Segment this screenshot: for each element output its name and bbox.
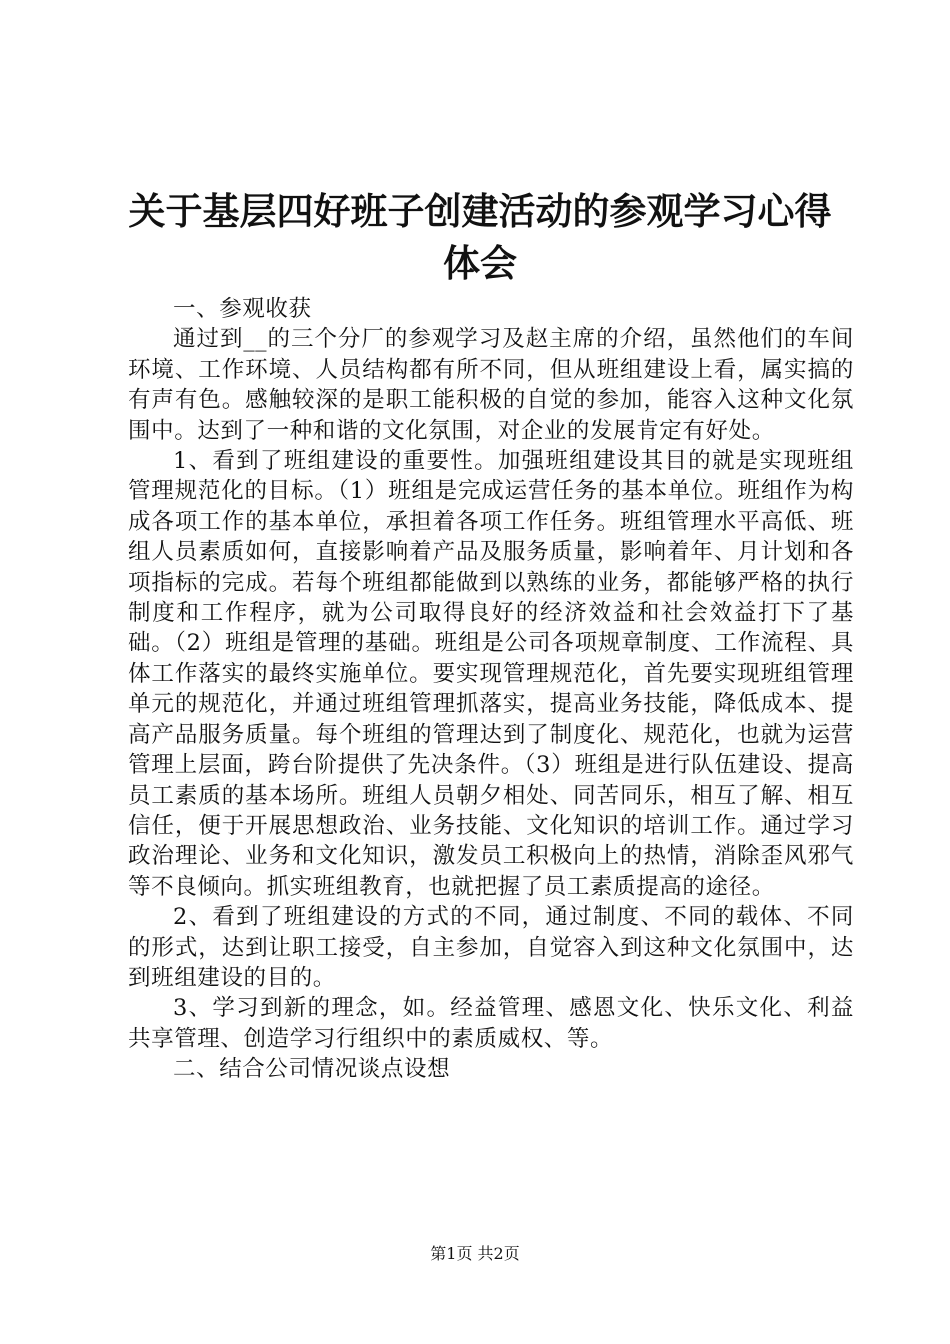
paragraph-intro: 通过到__的三个分厂的参观学习及赵主席的介绍，虽然他们的车间环境、工作环境、人员结构都有所不同，但从班组建设上看，属实搞的有声有色。感触较深的是职工能积极的自觉的参加，能容入这种文化氛围中。达到了一种和谐的文化氛围，对企业的发展肯定有好处。 xyxy=(128,326,854,444)
paragraph-point-1: 1、看到了班组建设的重要性。加强班组建设其目的就是实现班组管理规范化的目标。（1）班组是完成运营任务的基本单位。班组作为构成各项工作的基本单位，承担着各项工作任务。班组管理水平高低、班组人员素质如何，直接影响着产品及服务质量，影响着年、月计划和各项指标的完成。若每个班组都能做到以熟练的业务，都能够严格的执行制度和工作程序，就为公司取得良好的经济效益和社会效益打下了基础。（2）班组是管理的基础。班组是公司各项规章制度、工作流程、具体工作落实的最终实施单位。要实现管理规范化，首先要实现班组管理单元的规范化，并通过班组管理抓落实，提高业务技能，降低成本、提高产品服务质量。每个班组的管理达到了制度化、规范化，也就为运营管理上层面，跨台阶提供了先决条件。（3）班组是进行队伍建设、提高员工素质的基本场所。班组人员朝夕相处、同苦同乐，相互了解、相互信任，便于开展思想政治、业务技能、文化知识的培训工作。通过学习政治理论、业务和文化知识，激发员工积极向上的热情，消除歪风邪气等不良倾向。抓实班组教育，也就把握了员工素质提高的途径。 xyxy=(128,448,854,900)
paragraph-point-2: 2、看到了班组建设的方式的不同，通过制度、不同的载体、不同的形式，达到让职工接受，自主参加，自觉容入到这种文化氛围中，达到班组建设的目的。 xyxy=(128,904,854,991)
paragraph-point-3: 3、学习到新的理念，如。经益管理、感恩文化、快乐文化、利益共享管理、创造学习行组织中的素质威权、等。 xyxy=(128,995,854,1052)
page-number-footer: 第1页 共2页 xyxy=(430,1244,520,1263)
document-title: 关于基层四好班子创建活动的参观学习心得体会 xyxy=(128,188,832,285)
document-body xyxy=(128,294,854,1085)
section-heading-harvest: 一、参观收获 xyxy=(173,296,312,322)
section-heading-ideas: 二、结合公司情况谈点设想 xyxy=(173,1056,451,1083)
